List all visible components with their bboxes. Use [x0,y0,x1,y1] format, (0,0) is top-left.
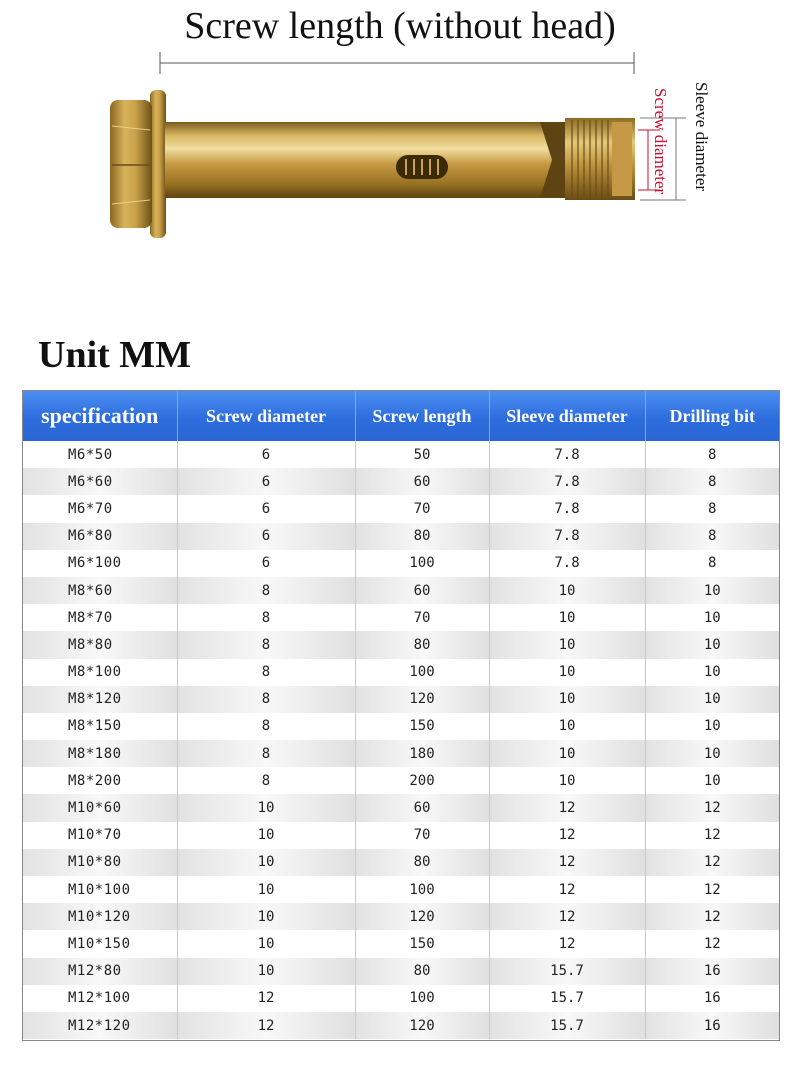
cell-screw-diameter: 6 [177,468,355,495]
cell-drilling-bit: 12 [645,794,779,821]
cell-screw-diameter: 12 [177,985,355,1012]
cell-screw-diameter: 6 [177,441,355,468]
cell-screw-diameter: 8 [177,713,355,740]
cell-specification: M10*120 [23,903,177,930]
cell-drilling-bit: 8 [645,441,779,468]
cell-specification: M10*100 [23,876,177,903]
cell-specification: M6*60 [23,468,177,495]
cell-drilling-bit: 10 [645,604,779,631]
cell-specification: M8*60 [23,577,177,604]
table-row [23,849,779,876]
table-row [23,713,779,740]
cell-drilling-bit: 10 [645,713,779,740]
cell-drilling-bit: 10 [645,659,779,686]
cell-specification: M6*80 [23,523,177,550]
cell-screw-diameter: 8 [177,631,355,658]
cell-drilling-bit: 8 [645,468,779,495]
table-row [23,1012,779,1039]
cell-screw-diameter: 10 [177,849,355,876]
cell-specification: M12*80 [23,958,177,985]
bolt-head [110,90,166,238]
table-row [23,631,779,658]
cell-screw-diameter: 10 [177,958,355,985]
cell-screw-length: 120 [355,1012,489,1039]
cell-screw-diameter: 10 [177,822,355,849]
cell-screw-length: 100 [355,659,489,686]
cell-drilling-bit: 16 [645,1012,779,1039]
cell-sleeve-diameter: 12 [489,876,645,903]
cell-sleeve-diameter: 12 [489,849,645,876]
cell-specification: M8*200 [23,767,177,794]
cell-sleeve-diameter: 10 [489,740,645,767]
table-row [23,767,779,794]
cell-drilling-bit: 12 [645,849,779,876]
table-row [23,686,779,713]
table-row [23,930,779,957]
cell-screw-length: 120 [355,686,489,713]
table-row [23,577,779,604]
cell-sleeve-diameter: 10 [489,686,645,713]
unit-heading: Unit MM [38,334,192,376]
cell-specification: M12*120 [23,1012,177,1039]
cell-screw-diameter: 10 [177,930,355,957]
table-row [23,903,779,930]
cell-specification: M8*180 [23,740,177,767]
cell-sleeve-diameter: 12 [489,822,645,849]
cell-screw-diameter: 8 [177,604,355,631]
cell-specification: M8*100 [23,659,177,686]
cell-screw-length: 80 [355,849,489,876]
cell-screw-diameter: 8 [177,686,355,713]
cell-screw-length: 60 [355,577,489,604]
cell-screw-length: 60 [355,794,489,821]
table-row [23,958,779,985]
cell-screw-diameter: 6 [177,495,355,522]
header-sleeve-diameter: Sleeve diameter [489,391,645,441]
spec-table-container [22,390,780,1041]
bolt-sleeve [165,122,555,198]
cell-screw-diameter: 12 [177,1012,355,1039]
cell-screw-length: 70 [355,604,489,631]
table-row [23,441,779,468]
cell-specification: M10*80 [23,849,177,876]
bolt-diagram [0,0,800,300]
cell-drilling-bit: 10 [645,686,779,713]
cell-sleeve-diameter: 10 [489,604,645,631]
cell-drilling-bit: 8 [645,495,779,522]
cell-screw-length: 60 [355,468,489,495]
cell-drilling-bit: 8 [645,550,779,577]
cell-specification: M10*150 [23,930,177,957]
cell-drilling-bit: 12 [645,876,779,903]
cell-drilling-bit: 10 [645,577,779,604]
header-screw-length: Screw length [355,391,489,441]
cell-screw-length: 100 [355,550,489,577]
cell-sleeve-diameter: 7.8 [489,495,645,522]
cell-specification: M12*100 [23,985,177,1012]
cell-screw-length: 120 [355,903,489,930]
cell-sleeve-diameter: 10 [489,767,645,794]
cell-screw-diameter: 10 [177,794,355,821]
cell-screw-length: 200 [355,767,489,794]
table-row [23,985,779,1012]
cell-sleeve-diameter: 15.7 [489,985,645,1012]
cell-screw-diameter: 6 [177,550,355,577]
table-row [23,604,779,631]
spec-table [23,391,779,1039]
cell-sleeve-diameter: 10 [489,577,645,604]
cell-sleeve-diameter: 7.8 [489,468,645,495]
cell-screw-diameter: 8 [177,659,355,686]
cell-specification: M6*70 [23,495,177,522]
header-drilling-bit: Drilling bit [645,391,779,441]
table-row [23,468,779,495]
table-row [23,876,779,903]
cell-sleeve-diameter: 12 [489,794,645,821]
cell-sleeve-diameter: 10 [489,659,645,686]
table-row [23,495,779,522]
cell-screw-length: 80 [355,631,489,658]
header-specification: specification [23,391,177,441]
cell-screw-length: 180 [355,740,489,767]
cell-specification: M8*150 [23,713,177,740]
cell-specification: M10*70 [23,822,177,849]
cell-sleeve-diameter: 15.7 [489,958,645,985]
table-row [23,822,779,849]
screw-diameter-label: Screw diameter [651,88,670,195]
cell-drilling-bit: 12 [645,930,779,957]
cell-drilling-bit: 10 [645,631,779,658]
cell-screw-length: 70 [355,495,489,522]
cell-drilling-bit: 12 [645,903,779,930]
cell-screw-length: 100 [355,985,489,1012]
cell-screw-diameter: 8 [177,767,355,794]
cell-screw-length: 100 [355,876,489,903]
cell-drilling-bit: 16 [645,958,779,985]
cell-drilling-bit: 10 [645,740,779,767]
cell-sleeve-diameter: 7.8 [489,523,645,550]
cell-specification: M6*50 [23,441,177,468]
cell-screw-length: 150 [355,930,489,957]
cell-specification: M8*120 [23,686,177,713]
cell-drilling-bit: 8 [645,523,779,550]
cell-sleeve-diameter: 10 [489,631,645,658]
cell-sleeve-diameter: 7.8 [489,441,645,468]
table-header-row [23,391,779,441]
cell-screw-length: 150 [355,713,489,740]
cell-drilling-bit: 12 [645,822,779,849]
diagram-title: Screw length (without head) [184,5,616,47]
bolt-illustration [0,0,800,300]
cell-screw-length: 50 [355,441,489,468]
cell-screw-diameter: 6 [177,523,355,550]
table-row [23,659,779,686]
table-row [23,523,779,550]
cell-specification: M8*80 [23,631,177,658]
cell-sleeve-diameter: 10 [489,713,645,740]
cell-specification: M8*70 [23,604,177,631]
cell-drilling-bit: 10 [645,767,779,794]
cell-sleeve-diameter: 7.8 [489,550,645,577]
header-screw-diameter: Screw diameter [177,391,355,441]
cell-screw-length: 80 [355,958,489,985]
cell-screw-diameter: 8 [177,577,355,604]
cell-specification: M6*100 [23,550,177,577]
cell-specification: M10*60 [23,794,177,821]
cell-screw-diameter: 8 [177,740,355,767]
cell-screw-diameter: 10 [177,876,355,903]
table-row [23,794,779,821]
table-row [23,550,779,577]
cell-sleeve-diameter: 15.7 [489,1012,645,1039]
cell-screw-length: 70 [355,822,489,849]
table-row [23,740,779,767]
cell-screw-diameter: 10 [177,903,355,930]
cell-screw-length: 80 [355,523,489,550]
sleeve-diameter-label: Sleeve diameter [692,82,711,192]
cell-drilling-bit: 16 [645,985,779,1012]
cell-sleeve-diameter: 12 [489,930,645,957]
cell-sleeve-diameter: 12 [489,903,645,930]
